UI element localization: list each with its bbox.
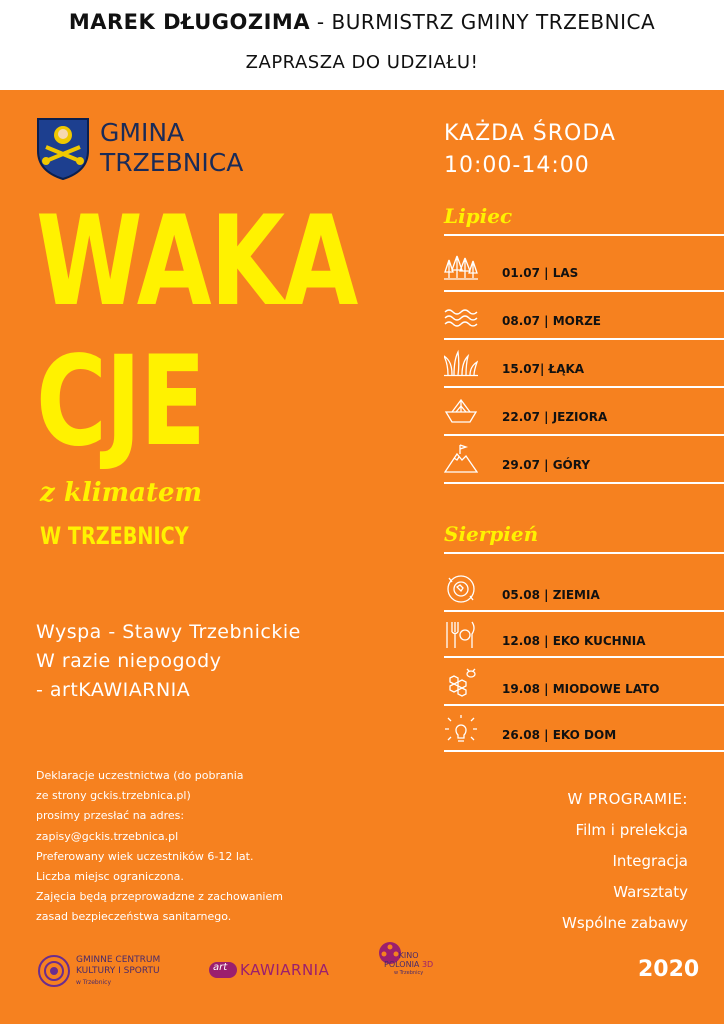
event-label: 12.08 | EKO KUCHNIA [502, 634, 646, 648]
art-logo-text: art [213, 962, 228, 973]
kino-name: POLONIA [384, 960, 420, 969]
recycle-globe-icon [444, 574, 478, 604]
art-logo-mark [208, 961, 238, 979]
declaration-line: Zajęcia będą przeprowadzne z zachowaniem [36, 890, 283, 904]
location-line-2: W razie niepogody [36, 650, 222, 672]
declaration-line: ze strony gckis.trzebnica.pl) [36, 789, 191, 803]
kino-3d: 3D [421, 960, 434, 969]
event-label: 15.07| ŁĄKA [502, 362, 585, 376]
gmina-line-2: TRZEBNICA [100, 148, 244, 177]
divider [444, 704, 724, 706]
title-location: W TRZEBNICY [40, 522, 189, 550]
divider [444, 552, 724, 554]
program-item: Film i prelekcja [575, 821, 688, 839]
kino-line-3: w Trzebnicy [394, 970, 424, 976]
schedule-info [444, 118, 616, 182]
gmina-line-1: GMINA [100, 118, 185, 147]
header-banner [0, 0, 724, 90]
kino-line-2 [384, 960, 433, 969]
gck-logo-icon [36, 953, 72, 989]
schedule-day: KAŻDA ŚRODA [444, 121, 616, 146]
divider [444, 656, 724, 658]
art-kawiarnia-text: KAWIARNIA [240, 961, 330, 979]
event-row [444, 344, 724, 384]
event-row [444, 570, 724, 610]
cutlery-icon [444, 620, 478, 650]
divider [444, 338, 724, 340]
header-line-1 [0, 10, 724, 34]
event-label: 26.08 | EKO DOM [502, 728, 617, 742]
declaration-line: prosimy przesłać na adres: [36, 809, 185, 823]
coat-of-arms-icon [36, 117, 90, 181]
title-line-1: WAKA [36, 190, 357, 334]
program-item: Wspólne zabawy [562, 914, 688, 932]
divider [444, 482, 724, 484]
declaration-email: zapisy@gckis.trzebnica.pl [36, 829, 179, 843]
event-row [444, 440, 724, 480]
event-label: 08.07 | MORZE [502, 314, 601, 328]
municipality-logo-text [100, 118, 243, 178]
kino-line-1: KINO [398, 951, 419, 960]
gck-line-3: w Trzebnicy [76, 979, 112, 986]
declaration-line: zasad bezpieczeństwa sanitarnego. [36, 910, 232, 924]
event-label: 19.08 | MIODOWE LATO [502, 682, 660, 696]
month-heading-july: Lipiec [444, 204, 513, 228]
event-row [444, 710, 724, 750]
mayor-role: - BURMISTRZ GMINY TRZEBNICA [310, 10, 656, 34]
declaration-line: Preferowany wiek uczestników 6-12 lat. [36, 849, 254, 863]
honeycomb-bee-icon [444, 668, 478, 698]
waves-icon [444, 300, 478, 330]
grass-icon [444, 348, 478, 378]
eco-bulb-icon [444, 714, 478, 744]
divider [444, 290, 724, 292]
mayor-name: MAREK DŁUGOZIMA [68, 10, 311, 34]
divider [444, 434, 724, 436]
event-row [444, 664, 724, 704]
event-row [444, 392, 724, 432]
title-line-2: CJE [36, 330, 205, 474]
event-label: 05.08 | ZIEMIA [502, 588, 600, 602]
declaration-line: Deklaracje uczestnictwa (do pobrania [36, 769, 244, 782]
paper-boat-icon [444, 396, 478, 426]
event-row [444, 296, 724, 336]
declaration-info [36, 766, 283, 928]
event-label: 22.07 | JEZIORA [502, 410, 608, 424]
divider [444, 234, 724, 236]
year-label: 2020 [638, 957, 700, 982]
kino-logo-text [384, 951, 433, 978]
event-label: 01.07 | LAS [502, 266, 579, 280]
invite-text: ZAPRASZA DO UDZIAŁU! [245, 52, 479, 73]
schedule-hours: 10:00-14:00 [444, 153, 590, 178]
event-row [444, 248, 724, 288]
event-label: 29.07 | GÓRY [502, 458, 591, 472]
month-heading-august: Sierpień [444, 522, 539, 546]
location-line-1: Wyspa - Stawy Trzebnickie [36, 621, 301, 643]
declaration-line: Liczba miejsc ograniczona. [36, 870, 184, 884]
title-subtitle: z klimatem [40, 478, 203, 508]
event-row [444, 616, 724, 656]
gck-logo-text [76, 955, 160, 988]
gck-line-2: KULTURY I SPORTU [76, 966, 160, 976]
footer [0, 935, 724, 1005]
program-item: Integracja [612, 852, 688, 870]
divider [444, 610, 724, 612]
mountain-icon [444, 444, 478, 474]
gck-line-1: GMINNE CENTRUM [76, 955, 161, 965]
forest-icon [444, 252, 478, 282]
location-info [36, 618, 301, 705]
program-heading: W PROGRAMIE: [567, 790, 688, 808]
program-item: Warsztaty [613, 883, 688, 901]
program-list [562, 784, 688, 939]
divider [444, 750, 724, 752]
divider [444, 386, 724, 388]
location-line-3: - artKAWIARNIA [36, 679, 191, 701]
